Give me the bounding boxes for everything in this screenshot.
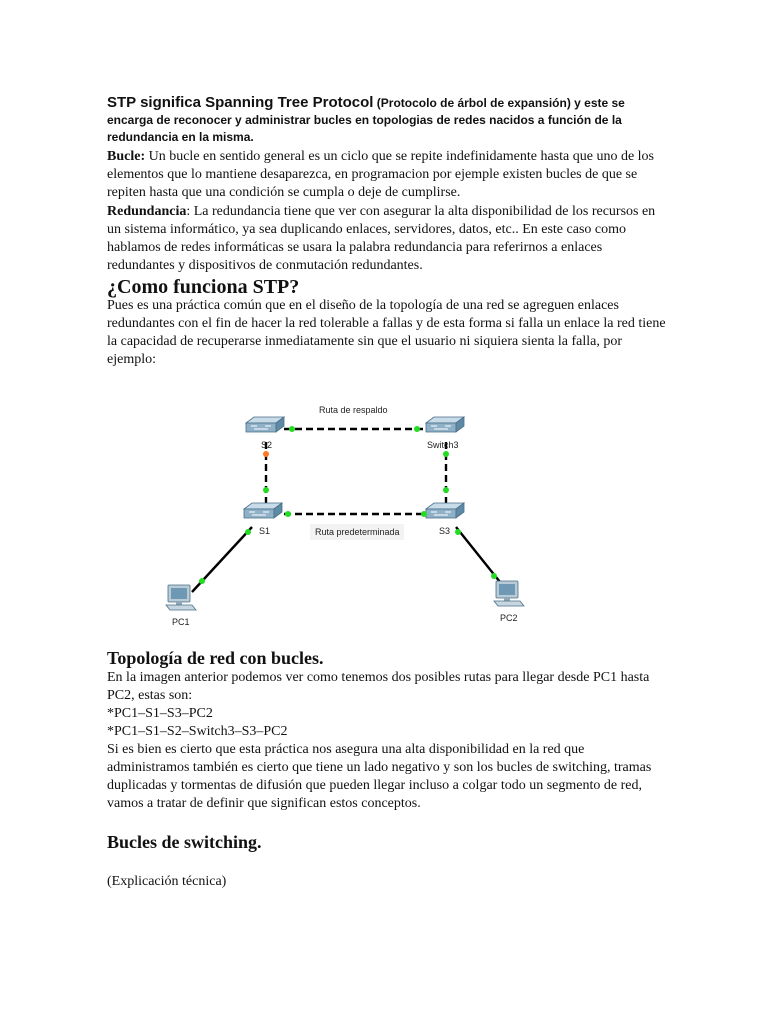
- link-status-dot: [285, 511, 291, 517]
- pc2-icon: [494, 581, 524, 606]
- backup-route-label: Ruta de respaldo: [319, 405, 388, 415]
- link-status-dot: [245, 529, 251, 535]
- s2-label: S2: [261, 440, 273, 450]
- link-status-dot: [443, 451, 449, 457]
- link-status-dot: [263, 487, 269, 493]
- switch3-label: Switch3: [427, 440, 459, 450]
- switch-s3-icon: [426, 503, 464, 518]
- pc1-icon: [166, 585, 196, 610]
- bucle-term: Bucle:: [107, 149, 146, 164]
- switch-switch3-icon: [426, 417, 464, 432]
- pc1-label: PC1: [172, 617, 190, 627]
- link-status-dot: [491, 573, 497, 579]
- heading-como-funciona: ¿Como funciona STP?: [107, 276, 300, 298]
- link-status-dot: [289, 426, 295, 432]
- intro-title-paren: (Protocolo de árbol de expansión): [373, 96, 571, 110]
- topologia-line1: En la imagen anterior podemos ver como tenemos dos posibles rutas para llegar desde PC1 hasta PC2, estas son:: [107, 670, 650, 703]
- redundancia-text: : La redundancia tiene que ver con asegurar la alta disponibilidad de los recursos en un sistema informático, ya sea duplicando enlaces, servidores, datos, etc.. En este caso como hablamos de redes informáticas se usara la palabra redundancia para referirnos a enlaces redundantes y dispositivos de conmutación redundantes.: [107, 204, 656, 273]
- heading-bucles-switching: Bucles de switching.: [107, 832, 262, 852]
- link-status-dot: [443, 487, 449, 493]
- route-1: *PC1–S1–S3–PC2: [107, 706, 213, 721]
- link-status-dot: [455, 529, 461, 535]
- heading-topologia: Topología de red con bucles.: [107, 648, 324, 668]
- redundancia-definition: [107, 203, 667, 275]
- intro-title: STP significa Spanning Tree Protocol: [107, 94, 374, 111]
- link-status-dot: [199, 578, 205, 584]
- como-paragraph: Pues es una práctica común que en el diseño de la topología de una red se agreguen enlaces redundantes con el fin de hacer la red tolerable a fallas y de esta forma si falla un enlace la red tiene la capacidad de recuperarse inmediatamente sin que el usuario ni siquiera sienta la falla, por ejemplo:: [107, 298, 666, 367]
- pc2-label: PC2: [500, 613, 518, 623]
- link-status-dot: [414, 426, 420, 432]
- link-status-dot: [421, 511, 427, 517]
- route-2: *PC1–S1–S2–Switch3–S3–PC2: [107, 724, 288, 739]
- bucle-text: Un bucle en sentido general es un ciclo que se repite indefinidamente hasta que uno de los elementos que lo mantiene desaparezca, en programacion por ejemple existen bucles de que se repiten hasta que una condición se cumpla o deje de cumplirse.: [107, 149, 654, 200]
- network-topology-diagram: [160, 392, 540, 632]
- intro-paragraph: [107, 94, 667, 146]
- bucle-definition: [107, 148, 667, 202]
- s3-label: S3: [439, 526, 451, 536]
- redundancia-term: Redundancia: [107, 204, 187, 219]
- intro-rest: y este se encarga de reconocer y administrar bucles en topologias de redes nacidos a función de la redundancia en la misma.: [107, 96, 625, 144]
- switch-s1-icon: [244, 503, 282, 518]
- topologia-section: [107, 669, 667, 813]
- s1-label: S1: [259, 526, 271, 536]
- topologia-line2: Si es bien es cierto que esta práctica nos asegura una alta disponibilidad en la red que administramos también es cierto que tiene un lado negativo y son los bucles de switching, tramas duplicadas y tormentas de difusión que pueden llegar incluso a colgar todo un segmento de red, vamos a tratar de definir que significan estos conceptos.: [107, 742, 652, 811]
- bucles-switching-text: (Explicación técnica): [107, 874, 227, 889]
- default-route-label: Ruta predeterminada: [315, 527, 400, 537]
- link-blocked-dot: [263, 451, 269, 457]
- switch-s2-icon: [246, 417, 284, 432]
